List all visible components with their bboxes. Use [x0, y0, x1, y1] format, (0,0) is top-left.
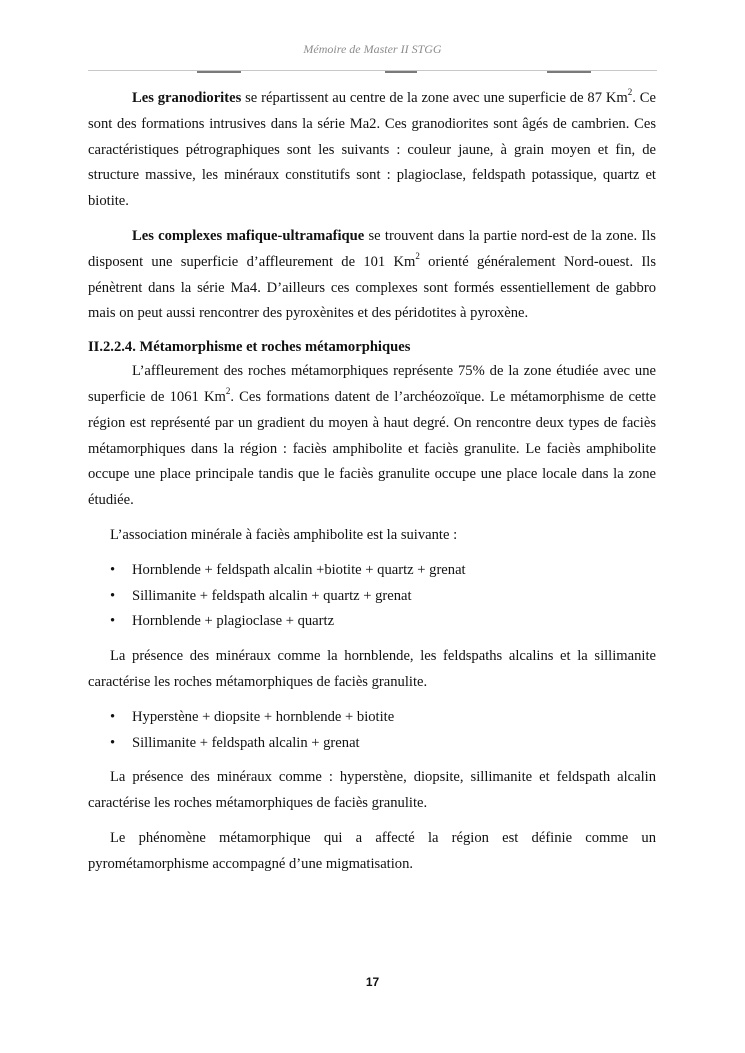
- header-rule-accent: [197, 71, 241, 73]
- list-item: [88, 609, 656, 635]
- list-item-text: Hyperstène + diopsite + hornblende + biotite: [132, 708, 395, 725]
- bullet-icon: •: [110, 708, 116, 725]
- term-complexes: Les complexes mafique-ultramafique: [132, 227, 365, 244]
- paragraph-text: se répartissent au centre de la zone avec une superficie de 87 Km: [241, 90, 628, 106]
- paragraph-granodiorites: [88, 86, 656, 215]
- page-body: [88, 86, 656, 878]
- paragraph-presence-1: La présence des minéraux comme la hornblende, les feldspaths alcalins et la sillimanite caractérise les roches métamorphiques de faciès granulite.: [88, 648, 656, 690]
- paragraph-association: L’association minérale à faciès amphibolite est la suivante :: [110, 526, 458, 543]
- list-item: [88, 584, 656, 610]
- superscript: 2: [225, 386, 231, 397]
- paragraph-text: . Ce sont des formations intrusives dans la série Ma2. Ces granodiorites sont âgés de cambrien. Ces caractéristiques pétrographiques sont les suivants : couleur jaune, à grain moyen et fin, de structure massive, les minéraux constitutifs sont : plagioclase, feldspath potassique, quartz et biotite.: [88, 90, 656, 210]
- list-item-text: Hornblende + feldspath alcalin +biotite + quartz + grenat: [132, 561, 466, 578]
- list-item-text: Sillimanite + feldspath alcalin + grenat: [132, 734, 360, 751]
- bullet-icon: •: [110, 734, 116, 751]
- mineral-list-amphibolite: [88, 558, 656, 635]
- paragraph-phenomene: Le phénomène métamorphique qui a affecté la région est définie comme un pyrométamorphisme accompagné d’une migmatisation.: [88, 829, 656, 872]
- paragraph-text: orienté généralement Nord-ouest. Ils pénètrent dans la série Ma4. D’ailleurs ces complexes sont formés essentiellement de gabbro mais on peut aussi rencontrer des pyroxènites et des péridotites à pyroxène.: [88, 253, 657, 322]
- bullet-icon: •: [110, 587, 116, 604]
- paragraph-text: se trouvent dans la partie nord-est de la zone. Ils disposent une superficie d’affleurement de 101 Km: [88, 227, 656, 270]
- superscript: 2: [415, 250, 420, 261]
- paragraph-complexes: [88, 224, 656, 327]
- bullet-icon: •: [110, 561, 116, 578]
- list-item: [88, 558, 656, 584]
- list-item-text: Hornblende + plagioclase + quartz: [132, 613, 335, 630]
- paragraph-affleurement: [88, 359, 656, 514]
- list-item: [88, 705, 656, 731]
- page-number: 17: [365, 975, 380, 989]
- header-rule-accent: [385, 71, 417, 73]
- bullet-icon: •: [110, 613, 116, 630]
- header-rule-accent: [547, 71, 591, 73]
- list-item-text: Sillimanite + feldspath alcalin + quartz + grenat: [132, 587, 412, 604]
- term-granodiorites: Les granodiorites: [132, 90, 242, 106]
- paragraph-text: . Ces formations datent de l’archéozoïque. Le métamorphisme de cette région est représenté par un gradient du moyen à haut degré. On rencontre deux types de faciès métamorphiques dans la région : faciès amphibolite et faciès granulite. Le faciès amphibolite occupe une place principale tandis que le faciès granulite occupe une place locale dans la zone étudiée.: [88, 388, 656, 509]
- paragraph-presence-2: La présence des minéraux comme : hyperstène, diopsite, sillimanite et feldspath alcalin caractérise les roches métamorphiques de faciès granulite.: [88, 769, 656, 812]
- section-heading: II.2.2.4. Métamorphisme et roches métamorphiques: [88, 339, 411, 356]
- paragraph-text: L’affleurement des roches métamorphiques représente 75% de la zone étudiée avec une superficie de 1061 Km: [88, 363, 656, 405]
- mineral-list-granulite: [88, 705, 656, 757]
- running-header: Mémoire de Master II STGG: [303, 42, 442, 56]
- superscript: 2: [627, 87, 633, 98]
- list-item: [88, 731, 656, 757]
